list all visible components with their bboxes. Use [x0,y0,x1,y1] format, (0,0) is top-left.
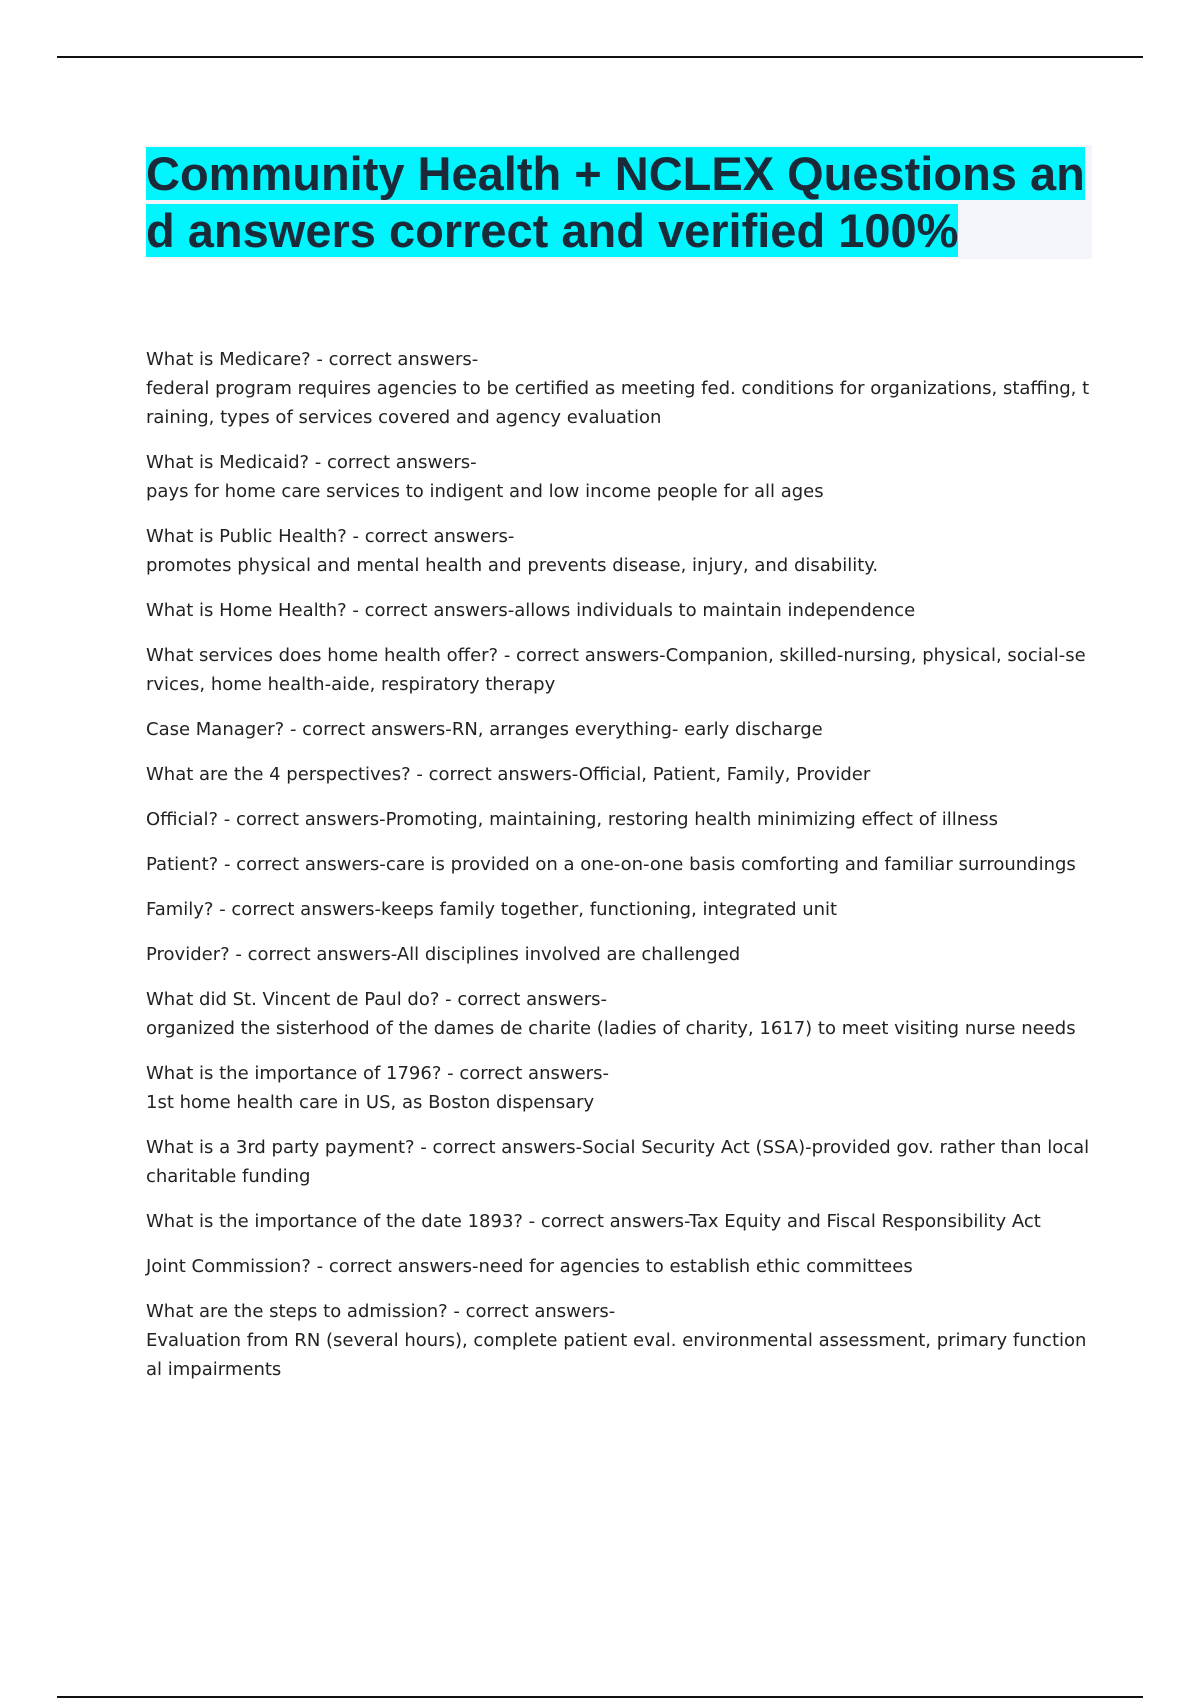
question: What is the importance of 1796? - correct answers- [146,1063,609,1084]
qa-entry [146,1207,1092,1236]
question: Official? - correct answers- [146,809,386,830]
answer: Social Security Act (SSA)-provided gov. rather than local charitable funding [146,1137,1090,1187]
bottom-rule [57,1696,1143,1698]
question: What services does home health offer? - correct answers- [146,645,666,666]
qa-entry [146,715,1092,744]
question: Patient? - correct answers- [146,854,386,875]
qa-entry [146,940,1092,969]
question: What is Home Health? - correct answers- [146,600,515,621]
answer: allows individuals to maintain independence [514,600,916,621]
question: What is Public Health? - correct answers- [146,526,515,547]
question: What are the 4 perspectives? - correct answers- [146,764,579,785]
answer: Evaluation from RN (several hours), complete patient eval. environmental assessment, primary functional impairments [146,1330,1087,1380]
answer: All disciplines involved are challenged [396,944,741,965]
qa-entry [146,805,1092,834]
answer: need for agencies to establish ethic committees [478,1256,913,1277]
answer: Tax Equity and Fiscal Responsibility Act [688,1211,1041,1232]
answer: pays for home care services to indigent and low income people for all ages [146,481,824,502]
answer: Promoting, maintaining, restoring health minimizing effect of illness [385,809,999,830]
answer: organized the sisterhood of the dames de charite (ladies of charity, 1617) to meet visiting nurse needs [146,1018,1076,1039]
qa-entry [146,1133,1092,1191]
qa-entry [146,760,1092,789]
question: Family? - correct answers- [146,899,382,920]
question: What are the steps to admission? - correct answers- [146,1301,616,1322]
question: What is Medicaid? - correct answers- [146,452,477,473]
qa-entry [146,345,1092,432]
answer: RN, arranges everything- early discharge [451,719,823,740]
qa-entry [146,1252,1092,1281]
qa-entry [146,596,1092,625]
qa-entry [146,850,1092,879]
qa-entry [146,985,1092,1043]
qa-entry [146,895,1092,924]
answer: Companion, skilled-nursing, physical, social-services, home health-aide, respiratory therapy [146,645,1086,695]
document-title [146,145,1092,259]
answer: federal program requires agencies to be certified as meeting fed. conditions for organizations, staffing, training, types of services covered and agency evaluation [146,378,1090,428]
answer: Official, Patient, Family, Provider [578,764,871,785]
qa-entry [146,1297,1092,1384]
qa-entry [146,1059,1092,1117]
qa-entry [146,448,1092,506]
answer: promotes physical and mental health and prevents disease, injury, and disability. [146,555,879,576]
question: Case Manager? - correct answers- [146,719,452,740]
question: What is the importance of the date 1893? - correct answers- [146,1211,689,1232]
question: Provider? - correct answers- [146,944,397,965]
answer: 1st home health care in US, as Boston dispensary [146,1092,595,1113]
question: What did St. Vincent de Paul do? - correct answers- [146,989,607,1010]
qa-entry [146,522,1092,580]
answer: care is provided on a one-on-one basis comforting and familiar surroundings [385,854,1076,875]
answer: keeps family together, functioning, integrated unit [381,899,838,920]
top-rule [57,56,1143,58]
question: What is Medicare? - correct answers- [146,349,479,370]
qa-list [146,345,1092,1400]
question: What is a 3rd party payment? - correct answers- [146,1137,583,1158]
title-highlight: Community Health + NCLEX Questions and answers correct and verified 100% [146,147,1085,257]
question: Joint Commission? - correct answers- [146,1256,479,1277]
qa-entry [146,641,1092,699]
title-block [146,145,1092,259]
